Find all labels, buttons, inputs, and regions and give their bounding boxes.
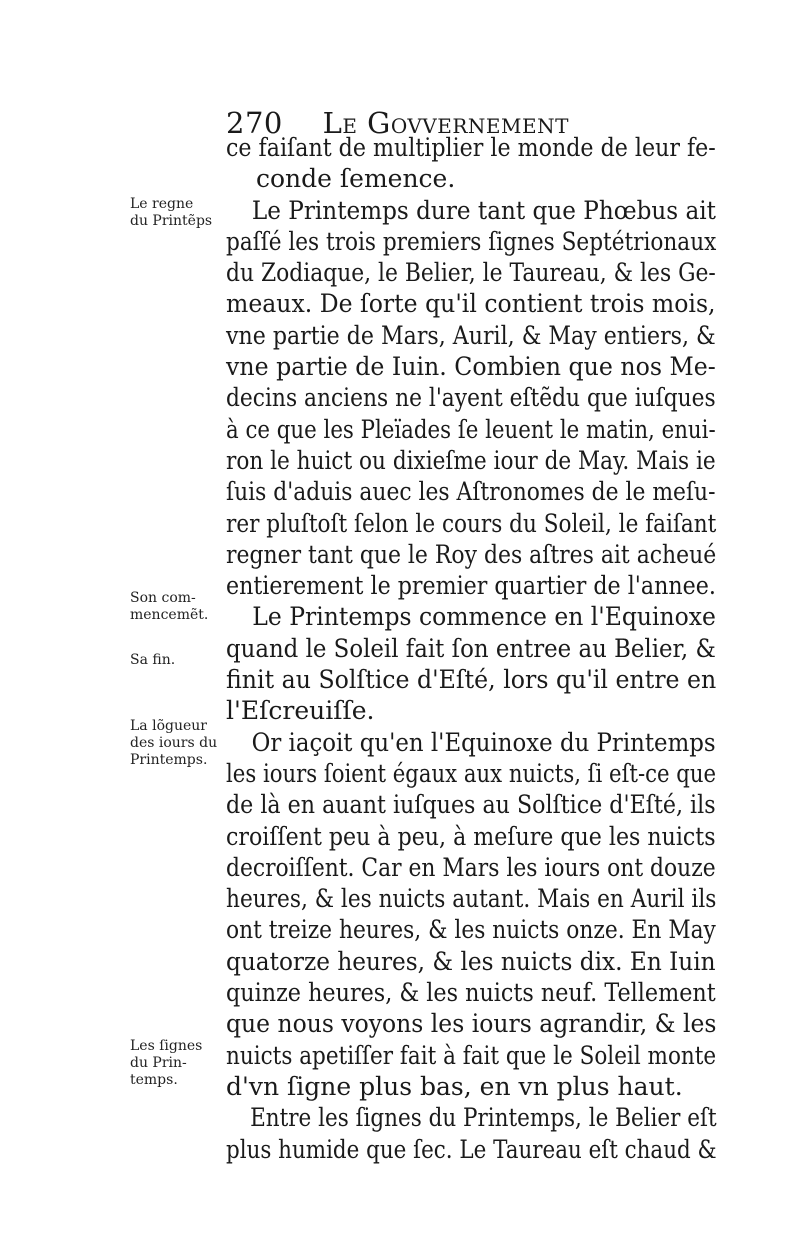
text-line: croiſſent peu à peu, à meſure que les nuicts — [226, 821, 716, 851]
text-line: decroiſſent. Car en Mars les iours ont douze — [226, 852, 716, 882]
text-line: ce faiſant de multiplier le monde de leur fe- — [226, 133, 716, 162]
margin-note-longueur — [130, 718, 230, 769]
text-line: plus humide que ſec. Le Taureau eſt chaud & — [226, 1134, 717, 1164]
text-line: nuicts apetiſſer fait à fait que le Soleil monte — [226, 1040, 717, 1070]
body-text — [226, 132, 716, 1165]
margin-note-line: Les ſignes — [130, 1038, 203, 1054]
text-line: decins anciens ne l'ayent eſtẽdu que iuſques — [226, 383, 716, 413]
margin-note-line: temps. — [130, 1072, 178, 1088]
margin-note-line: Sa fin. — [130, 652, 176, 668]
margin-note-fin — [130, 652, 230, 669]
text-line: ſuis d'aduis auec les Aſtronomes de le meſu- — [226, 477, 716, 507]
text-line: conde ſemence. — [256, 164, 456, 194]
text-line: que nous voyons les iours agrandir, & les — [226, 1009, 717, 1039]
page-number: 270 — [226, 106, 283, 140]
text-line: l'Eſcreuiſſe. — [226, 696, 375, 726]
margin-note-line: du Printẽps — [130, 213, 213, 229]
text-line: rer pluſtoſt ſelon le cours du Soleil, le faiſant — [226, 508, 717, 538]
margin-note-line: Printemps. — [130, 752, 208, 768]
margin-note-line: Le regne — [130, 196, 194, 212]
margin-note-line: mencemẽt. — [130, 607, 209, 623]
running-title: Le Govvernement — [322, 106, 569, 140]
text-line: paſſé les trois premiers ſignes Septétrionaux — [226, 226, 717, 256]
text-line: Entre les ſignes du Printemps, le Belier eſt — [250, 1103, 717, 1133]
margin-note-line: du Prin- — [130, 1055, 187, 1071]
margin-note-line: Son com- — [130, 590, 196, 606]
text-line: vne partie de Mars, Auril, & May entiers, & — [226, 320, 716, 350]
text-line: ont treize heures, & les nuicts onze. En May — [226, 915, 716, 945]
text-line: Le Printemps commence en l'Equinoxe — [252, 602, 716, 632]
text-line: d'vn ſigne plus bas, en vn plus haut. — [226, 1071, 683, 1101]
text-line: ron le huict ou dixieſme iour de May. Mais ie — [226, 445, 716, 475]
text-line: de là en auant iuſques au Solſtice d'Eſté, ils — [226, 790, 716, 820]
text-line: les iours ſoient égaux aux nuicts, ſi eſt-ce que — [226, 758, 717, 788]
margin-note-line: des iours du — [130, 735, 218, 751]
margin-note-commencement — [130, 590, 230, 624]
text-line: finit au Solſtice d'Eſté, lors qu'il entre en — [226, 665, 717, 695]
text-line: vne partie de Iuin. Combien que nos Me- — [226, 352, 716, 382]
margin-note-regne — [130, 196, 230, 230]
text-line: meaux. De ſorte qu'il contient trois mois, — [226, 289, 716, 319]
text-line: Le Printemps dure tant que Phœbus ait — [251, 195, 716, 225]
margin-note-line: La lõgueur — [130, 718, 207, 734]
text-line: heures, & les nuicts autant. Mais en Auril ils — [226, 884, 717, 914]
text-line: quand le Soleil fait ſon entree au Belier, & — [226, 633, 716, 663]
text-line: quatorze heures, & les nuicts dix. En Iuin — [226, 946, 716, 976]
text-line: quinze heures, & les nuicts neuf. Tellement — [226, 978, 716, 1008]
text-line: du Zodiaque, le Belier, le Taureau, & les Ge- — [226, 258, 716, 288]
margin-note-signes — [130, 1038, 230, 1089]
text-line: regner tant que le Roy des aſtres ait acheué — [226, 539, 717, 569]
text-line: à ce que les Pleïades ſe leuent le matin, enui- — [226, 414, 716, 444]
text-line: entierement le premier quartier de l'annee. — [226, 571, 716, 601]
text-line: Or iaçoit qu'en l'Equinoxe du Printemps — [251, 727, 716, 757]
